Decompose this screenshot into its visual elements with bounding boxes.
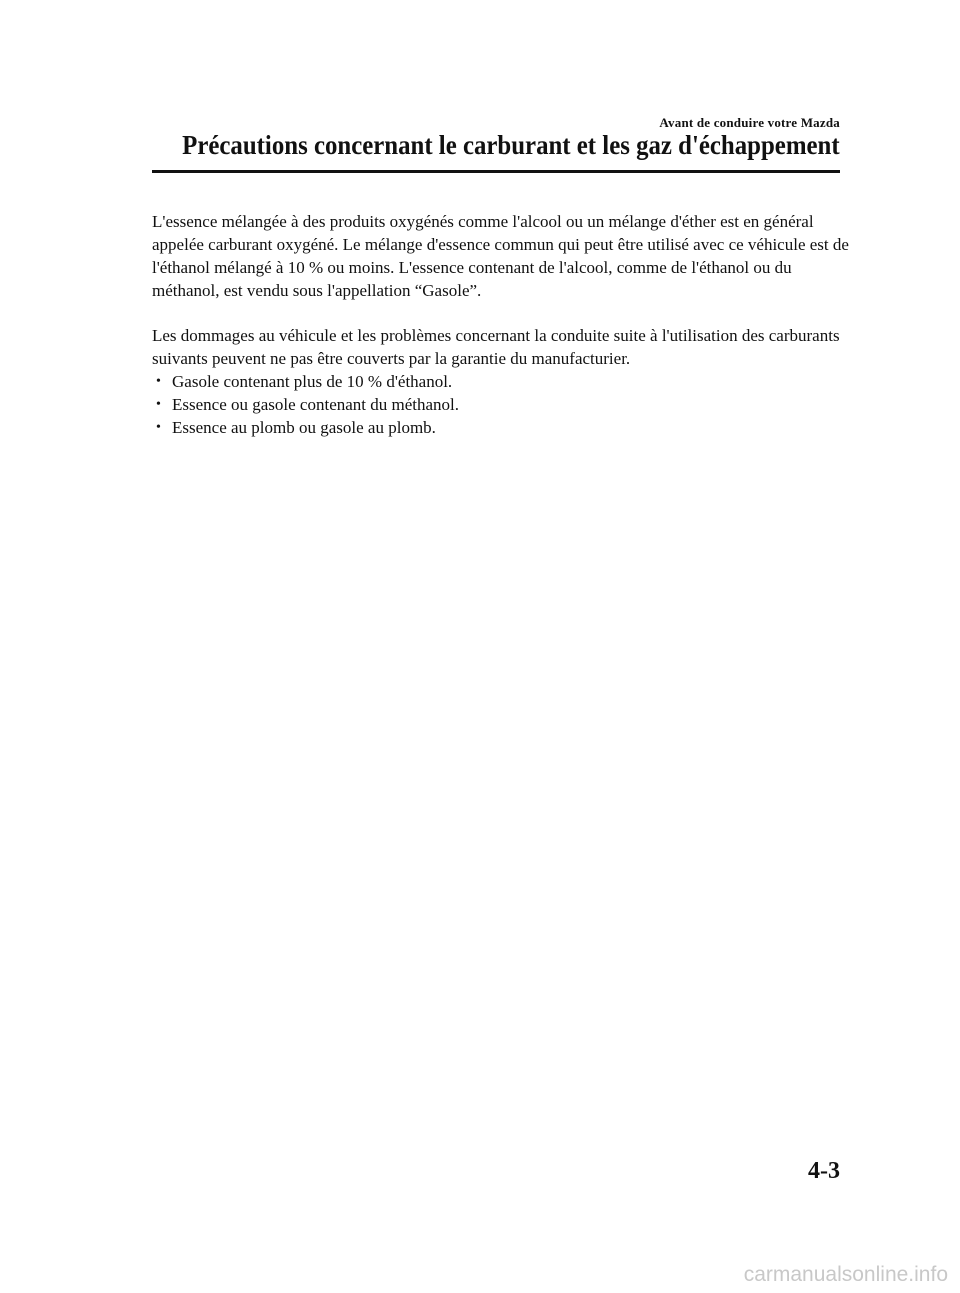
- list-item: [152, 416, 852, 439]
- warranty-paragraph: Les dommages au véhicule et les problèmes concernant la conduite suite à l'utilisation des carburants suivants peuvent ne pas être couverts par la garantie du manufacturier.: [152, 326, 840, 368]
- list-item-text: Essence ou gasole contenant du méthanol.: [172, 395, 460, 414]
- list-item-text: Gasole contenant plus de 10 % d'éthanol.: [172, 372, 453, 391]
- bullet-icon: •: [156, 374, 161, 389]
- watermark: carmanualsonline.info: [743, 1263, 948, 1286]
- header-divider: [152, 170, 840, 173]
- page-number: 4-3: [808, 1158, 840, 1184]
- list-item: [152, 370, 852, 393]
- list-item: [152, 393, 852, 416]
- bullet-icon: •: [156, 420, 161, 435]
- fuel-bullet-list: [152, 370, 852, 439]
- intro-paragraph: L'essence mélangée à des produits oxygénés comme l'alcool ou un mélange d'éther est en général appelée carburant oxygéné. Le mélange d'essence commun qui peut être utilisé avec ce véhicule est de l'éthanol mélangé à 10 % ou moins. L'essence contenant de l'alcool, comme de l'éthanol ou du méthanol, est vendu sous l'appellation “Gasole”.: [152, 212, 849, 300]
- list-item-text: Essence au plomb ou gasole au plomb.: [172, 418, 436, 437]
- section-header: Avant de conduire votre Mazda: [659, 115, 840, 130]
- page-title: Précautions concernant le carburant et les gaz d'échappement: [182, 130, 840, 160]
- main-content: [152, 210, 852, 439]
- bullet-icon: •: [156, 397, 161, 412]
